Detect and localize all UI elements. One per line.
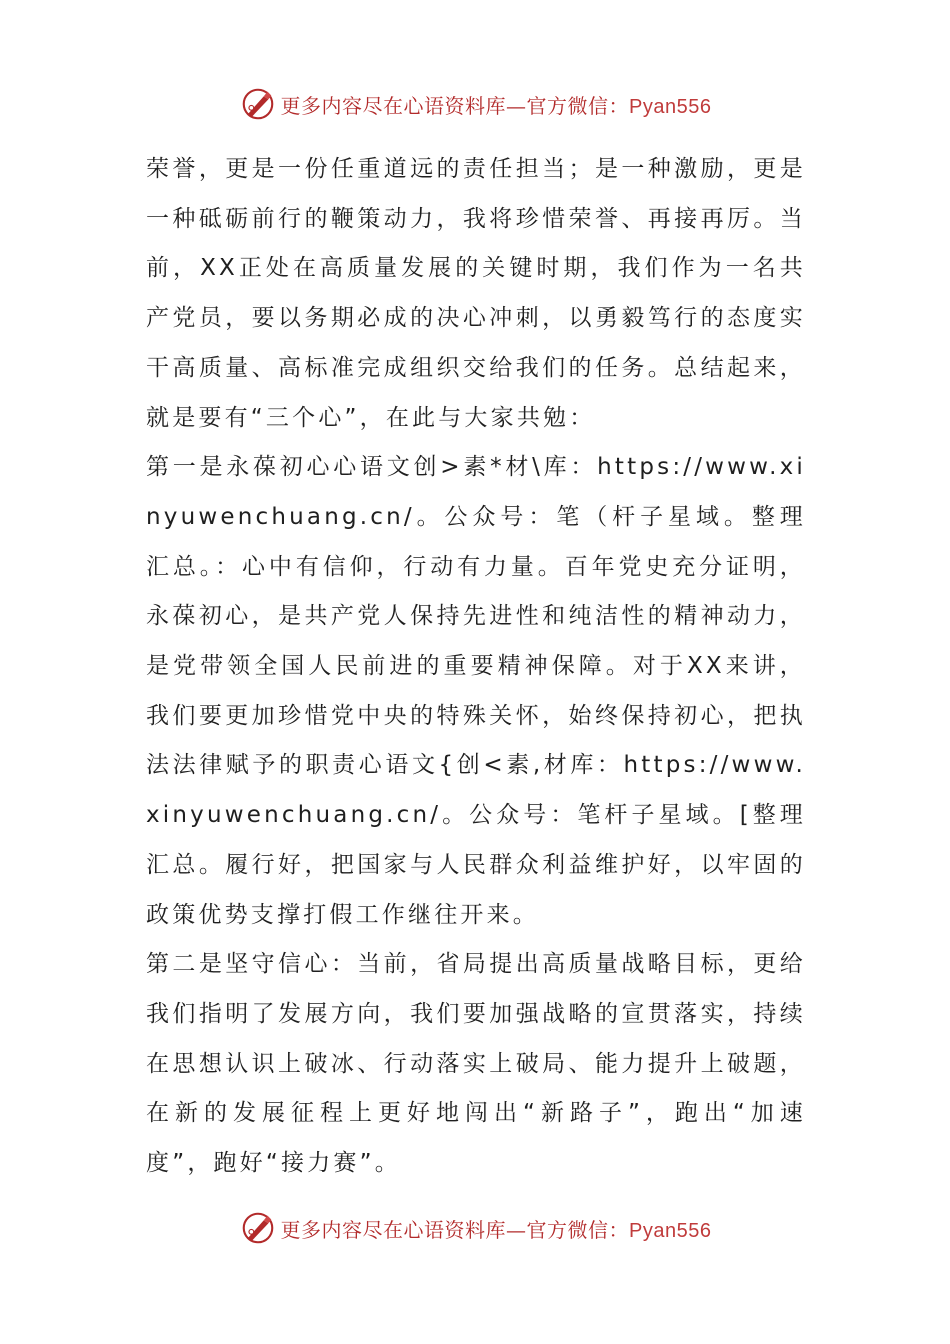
footer-banner-label: 更多内容尽在心语资料库—官方微信： [280,1217,630,1242]
footer-banner-text [281,1214,712,1243]
header-banner [0,84,950,124]
header-banner-text [281,90,712,119]
footer-wechat-id: Pyan556 [629,1219,712,1242]
paragraph-2: 第一是永葆初心心语文创>素*材\库：https://www.xinyuwenchuang.cn/。公众号：笔（杆子星域。整理汇总。：心中有信仰，行动有力量。百年党史充分证明，永葆初心，是共产党人保持先进性和纯洁性的精神动力，是党带领全国人民前进的重要精神保障。对于XX来讲，我们要更加珍惜党中央的特殊关怀，始终保持初心，把执法法律赋予的职责心语文{创<素,材库：https://www.xinyuwenchuang.cn/。公众号：笔杆子星域。[整理汇总。履行好，把国家与人民群众利益维护好，以牢固的政策优势支撑打假工作继往开来。 [146,454,806,928]
paragraph-3: 第二是坚守信心：当前，省局提出高质量战略目标，更给我们指明了发展方向，我们要加强战略的宣贯落实，持续在思想认识上破冰、行动落实上破局、能力提升上破题，在新的发展征程上更好地闯出“新路子”，跑出“加速度”，跑好“接力赛”。 [146,951,806,1177]
paragraph-1: 荣誉，更是一份任重道远的责任担当；是一种激励，更是一种砥砺前行的鞭策动力，我将珍惜荣誉、再接再厉。当前，XX正处在高质量发展的关键时期，我们作为一名共产党员，要以务期必成的决心冲刺，以勇毅笃行的态度实干高质量、高标准完成组织交给我们的任务。总结起来，就是要有“三个心”，在此与大家共勉： [146,156,806,431]
pen-nib-logo-icon [239,1209,277,1247]
document-body [146,145,806,1189]
header-wechat-id: Pyan556 [629,95,712,118]
footer-banner [0,1208,950,1248]
header-banner-label: 更多内容尽在心语资料库—官方微信： [280,93,630,118]
pen-nib-logo-icon [239,85,277,123]
